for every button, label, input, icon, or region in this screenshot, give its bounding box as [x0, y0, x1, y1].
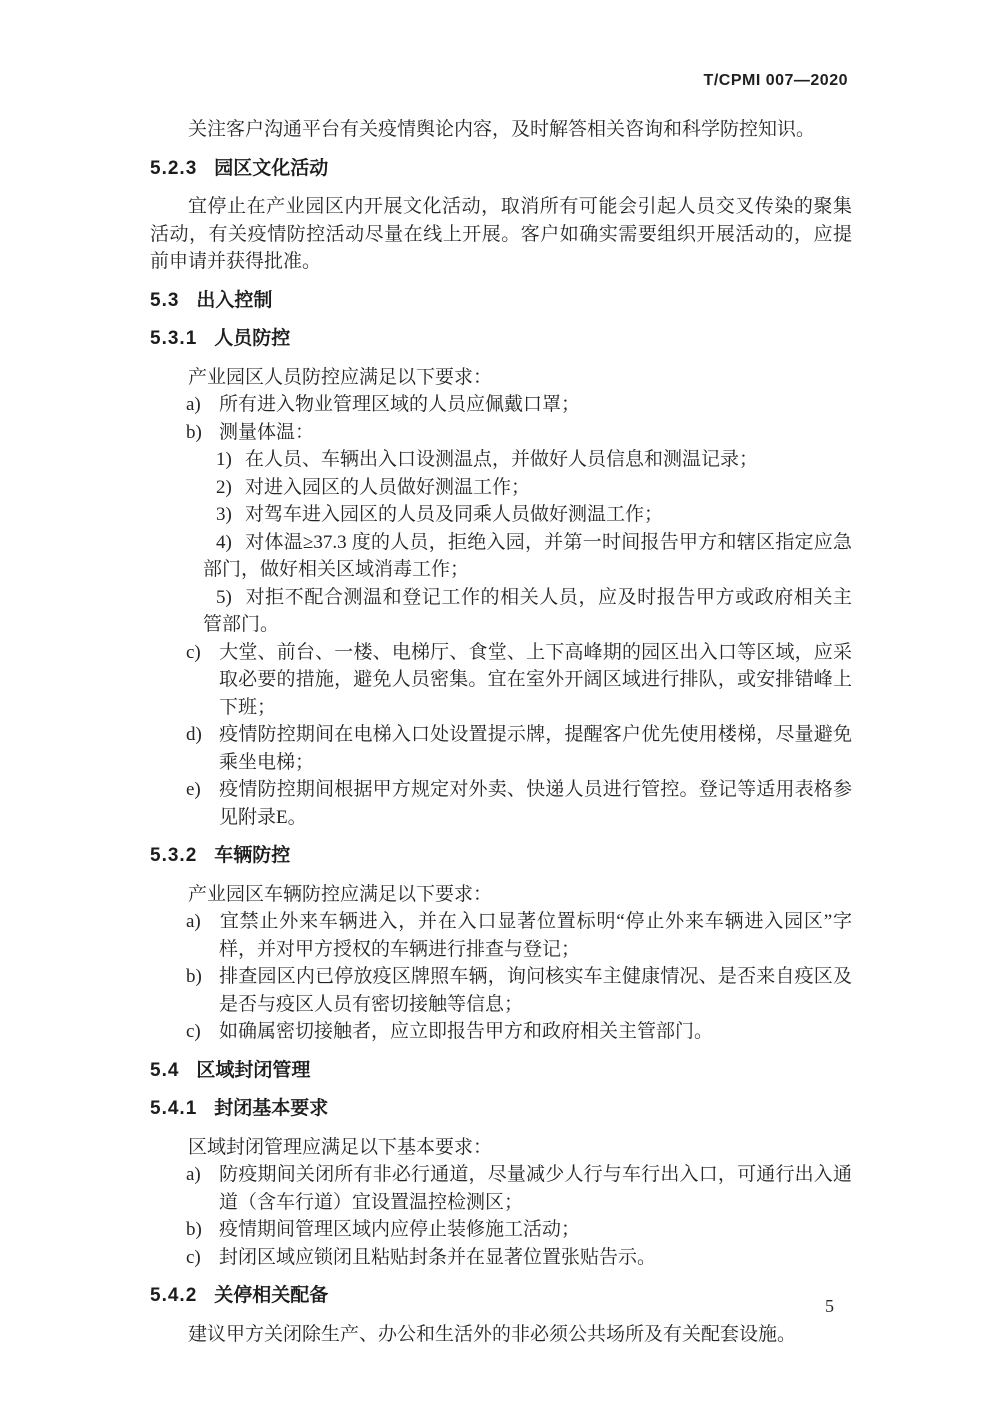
- list-item: [150, 639, 852, 722]
- section-title: 封闭基本要求: [214, 1098, 329, 1119]
- document-body: [150, 116, 852, 1348]
- list-item-text: 对拒不配合测温和登记工作的相关人员，应及时报告甲方或政府相关主管部门。: [203, 586, 852, 635]
- list-item-label: d): [186, 724, 202, 745]
- page-number: 5: [825, 1296, 834, 1316]
- list-item: [150, 1161, 852, 1216]
- list-item: [150, 776, 852, 831]
- list-item-text: 疫情防控期间在电梯入口处设置提示牌，提醒客户优先使用楼梯，尽量避免乘坐电梯；: [219, 724, 852, 773]
- document-code: T/CPMI 007—2020: [703, 72, 848, 89]
- section-heading: [150, 1057, 852, 1085]
- list-item: [150, 391, 852, 419]
- section-heading: [150, 1282, 852, 1310]
- list-item: [150, 963, 852, 1018]
- section-number: 5.4: [150, 1059, 180, 1081]
- list-item: [150, 1216, 852, 1244]
- sub-list-item: [150, 529, 852, 584]
- list-item-text: 大堂、前台、一楼、电梯厅、食堂、上下高峰期的园区出入口等区域，应采取必要的措施，避免人员密集。宜在室外开阔区域进行排队，或安排错峰上下班；: [219, 641, 852, 718]
- list-item-label: 5): [216, 586, 232, 608]
- section-title: 区域封闭管理: [196, 1059, 311, 1081]
- section-heading: [150, 842, 852, 870]
- list-item-text: 疫情期间管理区域内应停止装修施工活动；: [219, 1219, 581, 1240]
- section-title: 关停相关配备: [214, 1285, 329, 1306]
- list-item-text: 排查园区内已停放疫区牌照车辆，询问核实车主健康情况、是否来自疫区及是否与疫区人员有密切接触等信息；: [219, 966, 852, 1015]
- list-item-text: 对进入园区的人员做好测温工作；: [245, 476, 531, 498]
- section-heading: [150, 325, 852, 353]
- list-item: [150, 419, 852, 447]
- sub-list-item: [150, 474, 852, 502]
- list-item: [150, 721, 852, 776]
- section-heading: [150, 155, 852, 183]
- section-title: 车辆防控: [214, 845, 291, 866]
- list-item: [150, 908, 852, 963]
- list-item-text: 封闭区域应锁闭且粘贴封条并在显著位置张贴告示。: [219, 1246, 657, 1268]
- sub-list-item: [150, 501, 852, 529]
- list-item-text: 如确属密切接触者，应立即报告甲方和政府相关主管部门。: [219, 1021, 714, 1042]
- list-item-text: 所有进入物业管理区域的人员应佩戴口罩；: [219, 394, 581, 415]
- list-item-text: 宜禁止外来车辆进入，并在入口显著位置标明“停止外来车辆进入园区”字样，并对甲方授权的车辆进行排查与登记；: [219, 911, 852, 960]
- list-item-label: b): [186, 421, 202, 443]
- list-item-text: 测量体温：: [219, 421, 315, 443]
- list-item-text: 疫情防控期间根据甲方规定对外卖、快递人员进行管控。登记等适用表格参见附录E。: [219, 779, 852, 828]
- list-item-label: b): [186, 1219, 202, 1240]
- paragraph: 建议甲方关闭除生产、办公和生活外的非必须公共场所及有关配套设施。: [188, 1323, 797, 1345]
- paragraph: 宜停止在产业园区内开展文化活动，取消所有可能会引起人员交叉传染的聚集活动，有关疫情防控活动尽量在线上开展。客户如确实需要组织开展活动的，应提前申请并获得批准。: [150, 196, 852, 272]
- list-item-text: 在人员、车辆出入口设测温点，并做好人员信息和测温记录；: [245, 449, 759, 470]
- section-number: 5.4.1: [150, 1098, 198, 1119]
- list-item-label: 2): [216, 476, 232, 498]
- section-title: 园区文化活动: [214, 157, 329, 179]
- list-item-label: c): [186, 1246, 201, 1268]
- list-item-label: b): [186, 966, 202, 987]
- list-item-label: c): [186, 1021, 201, 1042]
- list-item-label: a): [186, 394, 201, 415]
- list-item-label: 1): [216, 449, 232, 470]
- paragraph: 关注客户沟通平台有关疫情舆论内容，及时解答相关咨询和科学防控知识。: [188, 119, 816, 140]
- section-number: 5.3.2: [150, 845, 198, 866]
- list-item-label: c): [186, 641, 201, 663]
- section-number: 5.3.1: [150, 328, 198, 349]
- sub-list-item: [150, 446, 852, 474]
- sub-list-item: [150, 584, 852, 639]
- list-item: [150, 1244, 852, 1272]
- list-item-label: e): [186, 779, 201, 800]
- section-title: 出入控制: [196, 289, 273, 311]
- list-item-label: a): [186, 911, 201, 932]
- section-number: 5.4.2: [150, 1285, 198, 1306]
- list-item-label: 4): [216, 531, 232, 553]
- paragraph: 区域封闭管理应满足以下基本要求：: [188, 1136, 493, 1158]
- list-item: [150, 1018, 852, 1046]
- section-heading: [150, 1095, 852, 1123]
- list-item-label: 3): [216, 504, 232, 525]
- section-title: 人员防控: [214, 328, 291, 349]
- section-number: 5.2.3: [150, 157, 198, 179]
- paragraph: 产业园区人员防控应满足以下要求：: [188, 366, 493, 388]
- list-item-label: a): [186, 1164, 201, 1185]
- list-item-text: 对驾车进入园区的人员及同乘人员做好测温工作；: [245, 504, 664, 525]
- paragraph: 产业园区车辆防控应满足以下要求：: [188, 883, 493, 905]
- section-heading: [150, 287, 852, 315]
- list-item-text: 防疫期间关闭所有非必行通道，尽量减少人行与车行出入口，可通行出入通道（含车行道）宜设置温控检测区；: [219, 1164, 852, 1213]
- list-item-text: 对体温≥37.3 度的人员，拒绝入园，并第一时间报告甲方和辖区指定应急部门，做好相关区域消毒工作；: [203, 531, 852, 580]
- section-number: 5.3: [150, 289, 180, 311]
